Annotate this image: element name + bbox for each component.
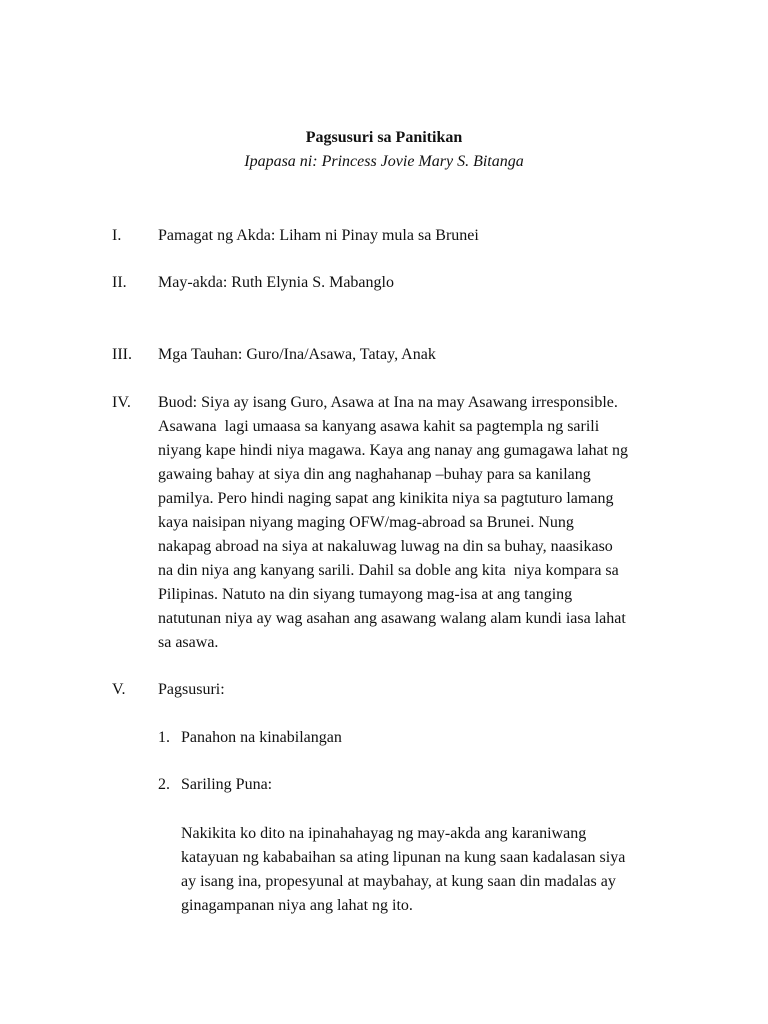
item-number: 1. bbox=[158, 729, 170, 746]
document-title: Pagsusuri sa Panitikan bbox=[305, 129, 463, 146]
summary-line: natutunan niya ay wag asahan ang asawang walang alam kundi iasa lahat bbox=[158, 610, 626, 627]
summary-line: Buod: Siya ay isang Guro, Asawa at Ina na may Asawang irresponsible. bbox=[158, 394, 618, 411]
section-text: Pamagat ng Akda: Liham ni Pinay mula sa Brunei bbox=[158, 227, 479, 244]
item-text: Sariling Puna: bbox=[181, 776, 273, 793]
section-text: Mga Tauhan: Guro/Ina/Asawa, Tatay, Anak bbox=[158, 346, 436, 363]
section-text: Pagsusuri: bbox=[158, 681, 225, 698]
section-text: May-akda: Ruth Elynia S. Mabanglo bbox=[158, 274, 394, 291]
summary-paragraph bbox=[158, 391, 688, 655]
summary-line: nakapag abroad na siya at nakaluwag luwag na din sa buhay, naasikaso bbox=[158, 538, 613, 555]
comment-paragraph bbox=[181, 822, 701, 918]
summary-line: kaya naisipan niyang maging OFW/mag-abroad sa Brunei. Nung bbox=[158, 514, 574, 531]
item-number: 2. bbox=[158, 776, 170, 793]
comment-line: ay isang ina, propesyunal at maybahay, at kung saan din madalas ay bbox=[181, 873, 616, 890]
section-numeral: IV. bbox=[112, 394, 131, 411]
summary-line: niyang kape hindi niya magawa. Kaya ang nanay ang gumagawa lahat ng bbox=[158, 442, 629, 459]
summary-line: Pilipinas. Natuto na din siyang tumayong mag-isa at ang tanging bbox=[158, 586, 573, 603]
comment-line: katayuan ng kababaihan sa ating lipunan na kung saan kadalasan siya bbox=[181, 849, 626, 866]
section-numeral: I. bbox=[112, 227, 122, 244]
summary-line: Asawana lagi umaasa sa kanyang asawa kahit sa pagtempla ng sarili bbox=[158, 418, 600, 435]
comment-line: ginagampanan niya ang lahat ng ito. bbox=[181, 897, 413, 914]
section-numeral: II. bbox=[112, 274, 127, 291]
summary-line: gawaing bahay at siya din ang naghahanap –buhay para sa kanilang bbox=[158, 466, 591, 483]
section-numeral: V. bbox=[112, 681, 126, 698]
comment-line: Nakikita ko dito na ipinahahayag ng may-akda ang karaniwang bbox=[181, 825, 587, 842]
summary-line: pamilya. Pero hindi naging sapat ang kinikita niya sa pagtuturo lamang bbox=[158, 490, 614, 507]
summary-line: sa asawa. bbox=[158, 634, 219, 651]
section-numeral: III. bbox=[112, 346, 132, 363]
document-subtitle: Ipapasa ni: Princess Jovie Mary S. Bitanga bbox=[244, 153, 524, 170]
summary-line: na din niya ang kanyang sarili. Dahil sa doble ang kita niya kompara sa bbox=[158, 562, 619, 579]
item-text: Panahon na kinabilangan bbox=[181, 729, 342, 746]
